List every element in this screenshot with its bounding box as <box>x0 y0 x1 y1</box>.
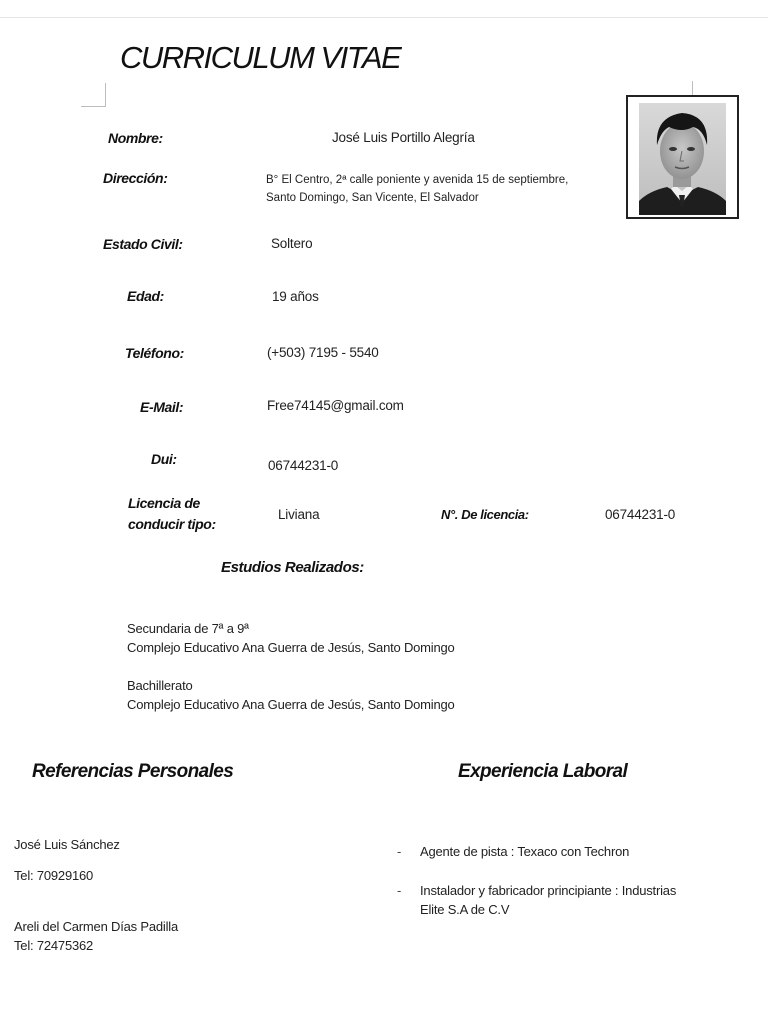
study-level: Bachillerato <box>127 678 193 693</box>
address-line-1: B° El Centro, 2ª calle poniente y avenida 15 de septiembre, <box>266 174 569 186</box>
phone-value: (+503) 7195 - 5540 <box>267 345 379 360</box>
experience-item: Instalador y fabricador principiante : Industrias <box>420 883 677 898</box>
dui-label: Dui: <box>151 451 177 467</box>
bullet-dash: - <box>397 883 402 898</box>
study-level: Secundaria de 7ª a 9ª <box>127 621 249 636</box>
page-title: CURRICULUM VITAE <box>120 40 401 75</box>
margin-corner-mark-right <box>692 81 693 96</box>
license-label-line-1: Licencia de <box>128 495 200 511</box>
profile-photo <box>626 95 739 219</box>
license-number-value: 06744231-0 <box>605 507 676 522</box>
reference-name: Areli del Carmen Días Padilla <box>14 919 178 934</box>
civil-status-label: Estado Civil: <box>103 236 183 252</box>
experience-heading: Experiencia Laboral <box>458 761 628 782</box>
email-value: Free74145@gmail.com <box>267 398 404 413</box>
dui-value: 06744231-0 <box>268 458 339 473</box>
studies-heading: Estudios Realizados: <box>221 559 364 576</box>
reference-phone: Tel: 70929160 <box>14 868 94 883</box>
age-label: Edad: <box>127 288 164 304</box>
margin-corner-mark <box>81 83 106 107</box>
page-top-edge <box>0 17 768 18</box>
portrait-image <box>639 103 726 215</box>
address-line-2: Santo Domingo, San Vicente, El Salvador <box>266 192 479 204</box>
age-value: 19 años <box>272 289 319 304</box>
experience-item-continued: Elite S.A de C.V <box>420 902 510 917</box>
reference-name: José Luis Sánchez <box>14 837 120 852</box>
phone-label: Teléfono: <box>125 345 184 361</box>
bullet-dash: - <box>397 844 402 859</box>
address-label: Dirección: <box>103 170 168 186</box>
license-type-value: Liviana <box>278 507 320 522</box>
email-label: E-Mail: <box>140 399 184 415</box>
experience-item: Agente de pista : Texaco con Techron <box>420 844 630 859</box>
civil-status-value: Soltero <box>271 236 313 251</box>
study-school: Complejo Educativo Ana Guerra de Jesús, Santo Domingo <box>127 697 455 712</box>
study-school: Complejo Educativo Ana Guerra de Jesús, Santo Domingo <box>127 640 455 655</box>
name-value: José Luis Portillo Alegría <box>332 130 475 145</box>
name-label: Nombre: <box>108 130 163 146</box>
license-number-label: N°. De licencia: <box>441 507 529 522</box>
reference-phone: Tel: 72475362 <box>14 938 94 953</box>
references-heading: Referencias Personales <box>32 761 234 782</box>
license-label-line-2: conducir tipo: <box>128 516 216 532</box>
